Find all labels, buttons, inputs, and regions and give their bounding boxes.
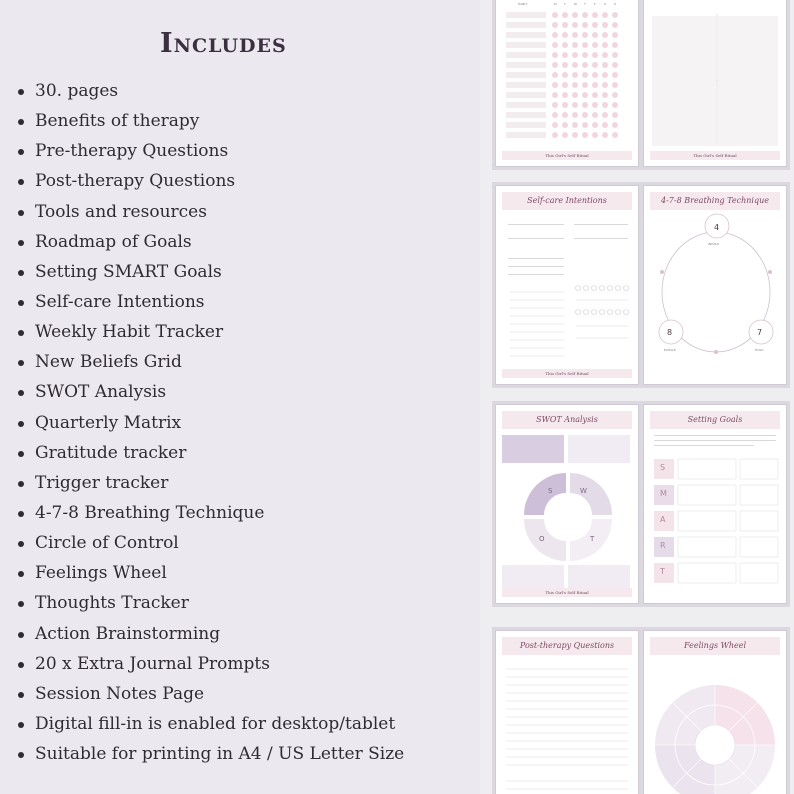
day-label: S xyxy=(604,2,606,6)
feature-item: Digital fill-in is enabled for desktop/tablet xyxy=(18,713,404,743)
feature-item: Benefits of therapy xyxy=(18,110,404,140)
feature-item: Action Brainstorming xyxy=(18,623,404,653)
day-label: T xyxy=(564,2,566,6)
feature-item: New Beliefs Grid xyxy=(18,351,404,381)
swot-letter: T xyxy=(590,535,595,543)
feelings-wheel xyxy=(644,657,786,794)
smart-letter: S xyxy=(660,463,666,472)
preview-post-therapy xyxy=(495,630,639,794)
day-label: W xyxy=(574,2,577,6)
preview-self-care xyxy=(495,185,639,385)
feature-item: Post-therapy Questions xyxy=(18,170,404,200)
feature-item: Quarterly Matrix xyxy=(18,412,404,442)
day-label: S xyxy=(614,2,616,6)
preview-feelings-wheel xyxy=(643,630,787,794)
smart-letter: T xyxy=(660,567,665,576)
smart-rows xyxy=(644,455,786,604)
page-title: Self-care Intentions xyxy=(502,192,632,210)
hold-count: 7 xyxy=(757,328,763,337)
smart-letter: M xyxy=(660,489,667,498)
page-footer: This Girl's Self Ritual xyxy=(502,369,632,378)
page-title: Feelings Wheel xyxy=(650,637,780,655)
preview-habit-tracker xyxy=(495,0,639,167)
preview-smart-goals xyxy=(643,404,787,604)
preview-panel xyxy=(480,0,794,794)
swot-letter: S xyxy=(548,487,553,495)
feature-item: 20 x Extra Journal Prompts xyxy=(18,653,404,683)
feature-item: Pre-therapy Questions xyxy=(18,140,404,170)
breathing-diagram xyxy=(644,210,786,380)
page-footer: This Girl's Self Ritual xyxy=(650,151,780,160)
feature-item: Circle of Control xyxy=(18,532,404,562)
exhale-label: EXHALE xyxy=(664,348,676,352)
includes-heading: Includes xyxy=(160,28,287,59)
page-footer: This Girl's Self Ritual xyxy=(502,588,632,597)
feature-item: Tools and resources xyxy=(18,201,404,231)
feature-item: 30. pages xyxy=(18,80,404,110)
feature-item: Suitable for printing in A4 / US Letter Size xyxy=(18,743,404,773)
day-label: F xyxy=(594,2,596,6)
preview-quarterly-matrix xyxy=(643,0,787,167)
swot-letter: O xyxy=(539,535,545,543)
inhale-label: INHALE xyxy=(708,242,720,246)
swot-letter: W xyxy=(580,487,587,495)
inhale-count: 4 xyxy=(714,223,720,232)
feature-item: SWOT Analysis xyxy=(18,381,404,411)
day-label: T xyxy=(584,2,586,6)
feature-item: Thoughts Tracker xyxy=(18,592,404,622)
matrix-grid xyxy=(644,0,786,146)
feature-item: Roadmap of Goals xyxy=(18,231,404,261)
preview-swot xyxy=(495,404,639,604)
preview-breathing xyxy=(643,185,787,385)
feature-item: Self-care Intentions xyxy=(18,291,404,321)
feature-item: Trigger tracker xyxy=(18,472,404,502)
feature-item: Gratitude tracker xyxy=(18,442,404,472)
page-title: Setting Goals xyxy=(650,411,780,429)
page-title: SWOT Analysis xyxy=(502,411,632,429)
feature-list xyxy=(18,80,404,773)
hold-label: HOLD xyxy=(755,348,764,352)
page-title: 4-7-8 Breathing Technique xyxy=(650,192,780,210)
swot-wheel xyxy=(496,431,638,601)
feature-item: 4-7-8 Breathing Technique xyxy=(18,502,404,532)
feature-item: Feelings Wheel xyxy=(18,562,404,592)
smart-letter: A xyxy=(660,515,666,524)
habit-grid xyxy=(496,8,638,158)
day-label: M xyxy=(554,2,557,6)
exhale-count: 8 xyxy=(667,328,673,337)
page-footer: This Girl's Self Ritual xyxy=(502,151,632,160)
smart-letter: R xyxy=(660,541,666,550)
feature-item: Weekly Habit Tracker xyxy=(18,321,404,351)
post-lines xyxy=(496,661,638,794)
feature-item: Session Notes Page xyxy=(18,683,404,713)
habit-col-header: HABIT xyxy=(518,2,528,6)
page-title: Post-therapy Questions xyxy=(502,637,632,655)
feature-item: Setting SMART Goals xyxy=(18,261,404,291)
